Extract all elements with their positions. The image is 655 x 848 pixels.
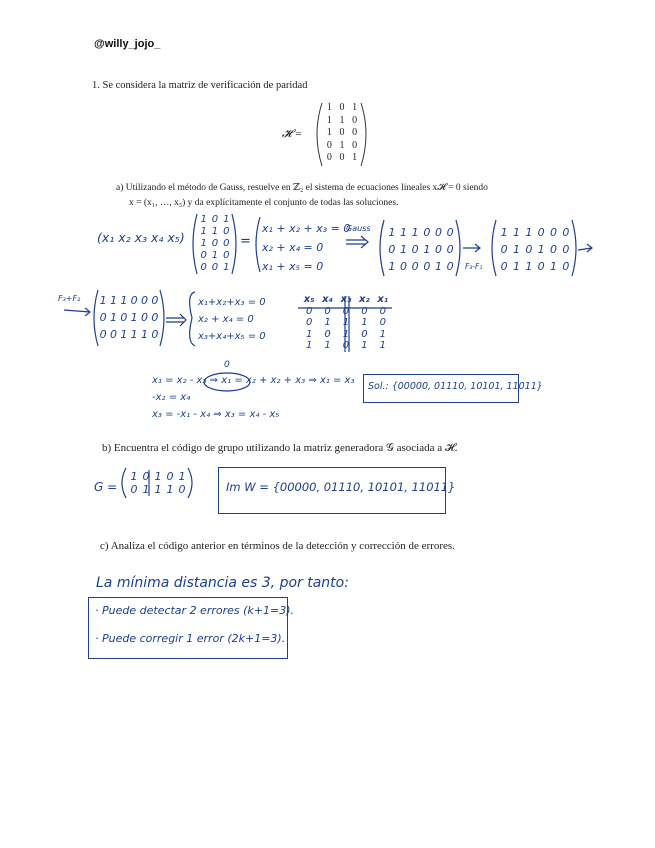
equals-sign: = [240,234,251,249]
hw-h-matrix-cell: 0 [223,250,230,261]
g-matrix-cell: 0 [142,470,150,483]
solution-table-cell: 0 [342,305,350,317]
augmented-matrix-2-cell: 1 [130,311,138,324]
hw-h-matrix-cell: 0 [200,262,207,273]
solution-table-cell: 1 [306,328,313,340]
reduced-matrix-1-cell: 1 [500,226,508,239]
system-1-eq: x₂ + x₄ = 0 [262,241,324,254]
solution-table-header: x₄ [322,294,334,305]
system-2-eq: x₁+x₂+x₃ = 0 [198,297,266,308]
solution-table-cell: 1 [379,340,386,351]
augmented-matrix-1-cell: 1 [423,243,431,256]
reduced-matrix-1-cell: 0 [549,226,557,239]
h-matrix-cell: 1 [326,114,332,126]
g-matrix-cell: 1 [154,483,162,496]
solution-table-header: x₂ [358,294,370,305]
solution-table-header: x₅ [303,294,315,305]
augmented-matrix-2-cell: 0 [109,328,117,341]
augmented-matrix-2-cell: 0 [130,294,138,307]
hw-h-matrix-cell: 1 [211,250,219,261]
g-matrix-cell: 1 [154,470,162,483]
hw-h-matrix-cell: 1 [211,226,219,237]
augmented-matrix-2-cell: 1 [120,328,128,341]
augmented-matrix-2-cell: 1 [140,328,148,341]
derivation-line: x₁ = x₂ - x₃ ⇒ x₁ = x₂ + x₂ + x₃ ⇒ x₁ = x₃ [152,375,355,386]
part-b-prompt: b) Encuentra el código de grupo utilizando la matriz generadora 𝒢 asociada a 𝓗. [102,442,458,454]
h-matrix-cell: 1 [352,152,358,163]
reduced-matrix-1-cell: 0 [500,243,508,256]
reduced-matrix-1-cell: 1 [549,260,557,273]
reduced-matrix-1-cell: 0 [500,260,508,273]
augmented-matrix-1-cell: 1 [399,226,407,239]
row-op-1: F₃-F₁ [465,262,483,271]
solution-table-cell: 0 [361,328,368,340]
reduced-matrix-1-cell: 1 [512,260,520,273]
augmented-matrix-2-cell: 1 [120,294,128,307]
h-matrix-cell: 0 [339,152,345,163]
solution-table-cell: 1 [324,317,331,328]
solution-table-cell: 1 [361,317,368,328]
h-matrix-cell: 0 [352,127,358,138]
augmented-matrix-2-cell: 0 [120,311,128,324]
g-matrix-cell: 0 [130,483,138,496]
augmented-matrix-1-cell: 0 [434,243,442,256]
system-1-eq: x₁ + x₂ + x₃ = 0 [262,222,351,235]
solution-table-cell: 0 [306,317,313,328]
augmented-matrix-1-cell: 0 [434,226,442,239]
h-matrix-cell: 1 [352,102,358,113]
augmented-matrix-2-cell: 1 [130,328,138,341]
augmented-matrix-1-cell: 0 [411,260,419,273]
augmented-matrix-1-cell: 0 [446,243,454,256]
reduced-matrix-1-cell: 0 [537,260,545,273]
solution-table-cell: 1 [342,328,350,340]
solution-table-header: x₁ [377,294,389,305]
g-label: G = [94,480,118,494]
g-matrix-cell: 1 [130,470,138,483]
hw-h-matrix-cell: 0 [211,238,219,249]
hw-h-matrix-cell: 1 [200,238,207,249]
variable-vector: (x₁ x₂ x₃ x₄ x₅) [97,230,185,245]
circled-zero: 0 [224,360,230,370]
reduced-matrix-1-cell: 1 [537,243,545,256]
h-matrix-cell: 1 [339,139,345,151]
solution-table-cell: 0 [379,305,386,317]
reduced-matrix-1-cell: 0 [562,226,570,239]
solution-table-cell: 0 [361,305,368,317]
augmented-matrix-1-cell: 0 [423,226,431,239]
hw-h-matrix-cell: 0 [211,214,219,225]
g-matrix [128,470,188,496]
part-a-line2: x = (x₁, …, x₅) y da explícitamente el conjunto de todas las soluciones. [129,198,399,208]
augmented-matrix-2-cell: 0 [140,311,148,324]
reduced-matrix-1-cell: 0 [525,243,533,256]
reduced-matrix-1-cell: 1 [525,260,533,273]
solution-table-cell: 1 [361,340,368,351]
solution-table-cell: 1 [379,328,386,340]
hw-h-matrix-cell: 1 [223,214,230,225]
augmented-matrix-1-cell: 1 [399,243,407,256]
solution-table-cell: 0 [342,340,350,351]
h-matrix-cell: 0 [339,127,345,138]
augmented-matrix-2-cell: 0 [99,328,107,341]
g-matrix-cell: 1 [142,483,150,496]
solution-table-cell: 0 [324,305,331,317]
h-label: 𝓗 = [282,128,303,140]
solution-table-cell: 0 [379,317,386,328]
reduced-matrix-1-cell: 0 [562,243,570,256]
system-2-eq: x₂ + x₄ = 0 [198,314,254,325]
g-matrix-cell: 0 [178,483,186,496]
augmented-matrix-2-cell: 0 [99,311,107,324]
solution-table-cell: 0 [306,305,313,317]
reduced-matrix-1-cell: 0 [562,260,570,273]
h-matrix-cell: 0 [352,114,358,126]
solution-table-cell: 1 [324,340,331,351]
solution-table-cell: 1 [306,340,313,351]
h-matrix-cell: 0 [352,139,358,151]
solution-table-cell: 0 [324,328,331,340]
hw-h-matrix-cell: 1 [200,226,207,237]
augmented-matrix-1-cell: 0 [446,260,454,273]
g-matrix-cell: 1 [166,483,174,496]
hw-h-matrix-cell: 0 [223,226,230,237]
h-matrix-cell: 1 [326,127,332,138]
reduced-matrix-1-cell: 0 [537,226,545,239]
augmented-matrix-1-cell: 0 [423,260,431,273]
hw-h-matrix-cell: 1 [200,214,207,225]
author-handle: @willy_jojo_ [94,38,161,50]
augmented-matrix-1-cell: 0 [446,226,454,239]
h-matrix-cell: 1 [339,114,345,126]
g-matrix-cell: 0 [166,470,174,483]
derivation-line: x₃ = -x₁ - x₄ ⇒ x₃ = x₄ - x₅ [152,409,280,420]
reduced-matrix-1-cell: 0 [549,243,557,256]
solution-table-cell: 1 [342,317,350,328]
reduced-matrix-1-cell: 1 [512,243,520,256]
augmented-matrix-1-cell: 1 [388,226,396,239]
hw-h-matrix-cell: 1 [223,262,230,273]
min-distance-intro: La mínima distancia es 3, por tanto: [96,575,349,591]
augmented-matrix-1-cell: 0 [388,243,396,256]
augmented-matrix-1-cell: 0 [399,260,407,273]
augmented-matrix-1-cell: 1 [434,260,442,273]
augmented-matrix-2-cell: 1 [99,294,107,307]
h-matrix-cell: 0 [326,152,332,163]
gauss-label: Gauss [346,224,371,233]
derivation-line: -x₂ = x₄ [152,392,191,403]
augmented-matrix-2-cell: 1 [109,311,117,324]
augmented-matrix-2-cell: 1 [109,294,117,307]
image-set: Im W = {00000, 01110, 10101, 11011} [226,480,456,494]
augmented-matrix-1-cell: 1 [411,226,419,239]
row-op-2: F₃+F₂ [58,294,81,303]
reduced-matrix-1-cell: 1 [512,226,520,239]
solution-set: Sol.: {00000, 01110, 10101, 11011} [368,381,543,392]
error-item-detect: · Puede detectar 2 errores (k+1=3). [95,604,294,617]
hw-h-matrix-cell: 0 [211,262,219,273]
augmented-matrix-2-cell: 0 [151,294,159,307]
solution-table-header: x₃ [340,294,352,305]
augmented-matrix-2-cell: 0 [151,311,159,324]
g-matrix-cell: 1 [178,470,186,483]
h-matrix-cell: 1 [326,102,332,113]
error-item-correct: · Puede corregir 1 error (2k+1=3). [95,632,286,645]
augmented-matrix-2-cell: 0 [151,328,159,341]
system-2-eq: x₃+x₄+x₅ = 0 [198,331,266,342]
h-matrix-cell: 0 [339,102,345,113]
reduced-matrix-1-cell: 1 [525,226,533,239]
system-1-eq: x₁ + x₅ = 0 [262,260,324,273]
hw-h-matrix-cell: 0 [223,238,230,249]
part-a-line1: a) Utilizando el método de Gauss, resuelve en ℤ₂ el sistema de ecuaciones lineales x𝓗 = 0 siendo [116,183,488,193]
augmented-matrix-1-cell: 0 [411,243,419,256]
h-matrix-cell: 0 [326,139,332,151]
augmented-matrix-1-cell: 1 [388,260,396,273]
problem-statement: 1. Se considera la matriz de verificación de paridad [92,80,308,91]
part-c-prompt: c) Analiza el código anterior en términos de la detección y corrección de errores. [100,540,455,552]
hw-h-matrix-cell: 0 [200,250,207,261]
augmented-matrix-2-cell: 0 [140,294,148,307]
